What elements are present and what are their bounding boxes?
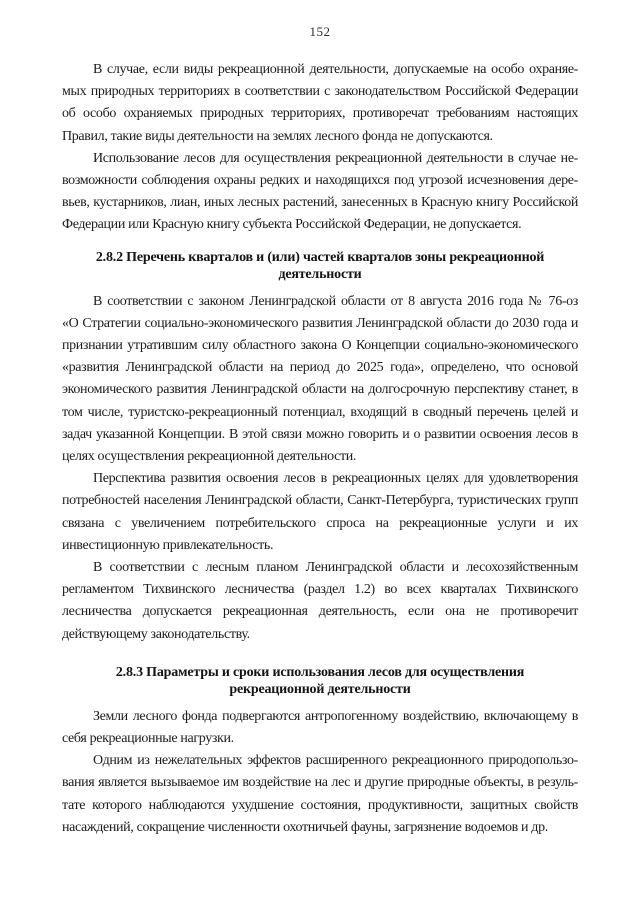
paragraph [62, 706, 578, 750]
heading-line: 2.8.2 Перечень кварталов и (или) частей кварталов зоны рекреационной [95, 249, 545, 265]
text-line: «развития Ленинградской области на период до 2025 года», определено, что основой [62, 360, 578, 376]
text-line: задач указанной Концепции. В этой связи можно говорить и о развитии освоения лесов в [62, 426, 578, 442]
heading-line: деятельности [278, 267, 362, 283]
paragraph [62, 148, 578, 237]
text-line: Земли лесного фонда подвергаются антропогенному воздействию, включающему в [93, 708, 578, 724]
text-line: действующему законодательству. [62, 626, 250, 642]
text-line: насаждений, сокращение численности охотничьей фауны, загрязнение водоемов и др. [62, 819, 548, 835]
paragraph [62, 468, 578, 557]
text-line: мых природных территориях в соответствии с законодательством Российской Федерации [62, 84, 578, 100]
text-line: вания является вызываемое им воздействие на лес и другие природные объекты, в резуль- [62, 775, 578, 791]
paragraph [62, 291, 578, 469]
paragraph [62, 59, 578, 148]
text-line: В соответствии с законом Ленинградской области от 8 августа 2016 года № 76-оз [93, 293, 578, 309]
text-line: возможности соблюдения охраны редких и находящихся под угрозой исчезновения дере- [62, 173, 578, 189]
section-heading [62, 664, 578, 699]
text-line: Одним из нежелательных эффектов расширенного рекреационного природопользо- [93, 753, 578, 769]
text-line: Использование лесов для осуществления рекреационной деятельности в случае не- [93, 150, 578, 166]
heading-line: 2.8.3 Параметры и сроки использования лесов для осуществления [115, 664, 525, 680]
text-line: В соответствии с лесным планом Ленинградской области и лесохозяйственным [93, 560, 578, 576]
text-line: признании утратившим силу областного закона О Концепции социально-экономического [62, 338, 578, 354]
text-line: связана с увеличением потребительского спроса на рекреационные услуги и их [62, 515, 578, 531]
paragraph [62, 750, 578, 839]
heading-line: рекреационной деятельности [229, 682, 411, 698]
text-line: В случае, если виды рекреационной деятельности, допускаемые на особо охраняе- [93, 62, 578, 77]
text-line: «О Стратегии социально-экономического развития Ленинградской области до 2030 года и [62, 315, 578, 331]
page-number: 152 [309, 24, 331, 39]
text-line: потребностей населения Ленинградской области, Санкт-Петербурга, туристических групп [62, 493, 578, 509]
text-line: том числе, туристско-рекреационный потенциал, входящий в сводный перечень целей и [62, 404, 578, 420]
text-line: об особо охраняемых природных территориях, противоречат требованиям настоящих [62, 106, 578, 122]
document-content [62, 59, 578, 839]
text-line: Федерации или Красную книгу субъекта Российской Федерации, не допускается. [62, 217, 522, 233]
text-line: Правил, такие виды деятельности на землях лесного фонда не допускаются. [62, 128, 493, 144]
text-line: Перспектива развития освоения лесов в рекреационных целях для удовлетворения [93, 471, 578, 487]
text-line: тате которого наблюдаются ухудшение состояния, продуктивности, защитных свойств [62, 797, 578, 813]
text-line: лесничества допускается рекреационная деятельность, если она не противоречит [62, 604, 578, 620]
text-line: себя рекреационные нагрузки. [62, 731, 234, 747]
text-line: экономического развития Ленинградской области на долгосрочную перспективу станет, в [62, 382, 578, 398]
text-line: вьев, кустарников, лиан, иных лесных растений, занесенных в Красную книгу Российской [62, 195, 578, 211]
section-heading [62, 249, 578, 284]
text-line: целях осуществления рекреационной деятельности. [62, 449, 357, 465]
paragraph [62, 557, 578, 646]
text-line: регламентом Тихвинского лесничества (раздел 1.2) во всех кварталах Тихвинского [62, 582, 578, 598]
text-line: инвестиционную привлекательность. [62, 537, 274, 553]
